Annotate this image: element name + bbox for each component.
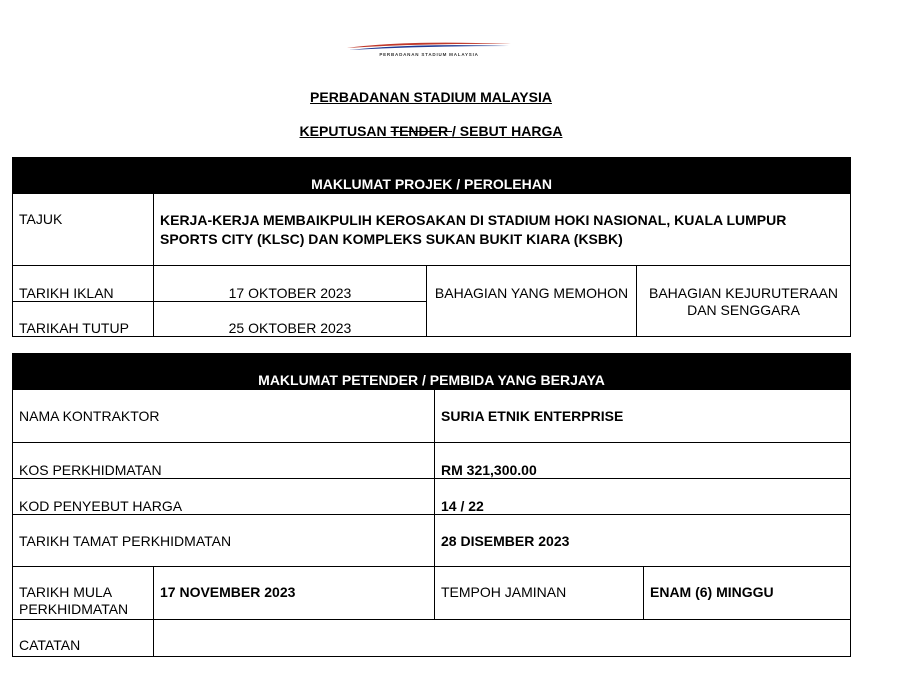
catatan-label: CATATAN [13,620,154,657]
tarikh-iklan-row [13,266,851,302]
mula-row [13,567,851,620]
tajuk-label: TAJUK [13,194,154,266]
page-subtitle [0,123,862,139]
project-section-header [13,158,851,194]
tempoh-value: ENAM (6) MINGGU [644,567,851,620]
tarikh-tutup-value: 25 OKTOBER 2023 [154,302,427,337]
bahagian-label: BAHAGIAN YANG MEMOHON [427,266,637,337]
kod-value: 14 / 22 [435,479,851,515]
kontraktor-value: SURIA ETNIK ENTERPRISE [435,390,851,443]
subtitle-sebut-harga: / SEBUT HARGA [452,123,563,139]
tamat-value: 28 DISEMBER 2023 [435,515,851,567]
bahagian-value: BAHAGIAN KEJURUTERAAN DAN SENGGARA [637,266,851,337]
tarikh-iklan-label: TARIKH IKLAN [13,266,154,302]
logo-swoosh-icon [345,38,513,52]
kod-row [13,479,851,515]
winner-section-title: MAKLUMAT PETENDER / PEMBIDA YANG BERJAYA [13,354,851,390]
kod-label: KOD PENYEBUT HARGA [13,479,435,515]
mula-value: 17 NOVEMBER 2023 [154,567,435,620]
tarikh-tutup-label: TARIKAH TUTUP [13,302,154,337]
kontraktor-label: NAMA KONTRAKTOR [13,390,435,443]
catatan-value [154,620,851,657]
winner-info-table [12,353,851,657]
kos-value: RM 321,300.00 [435,443,851,479]
tempoh-label: TEMPOH JAMINAN [435,567,644,620]
kontraktor-row [13,390,851,443]
catatan-row [13,620,851,657]
subtitle-keputusan: KEPUTUSAN [299,123,391,139]
project-section-title: MAKLUMAT PROJEK / PEROLEHAN [13,158,851,194]
tajuk-row [13,194,851,266]
page-title: PERBADANAN STADIUM MALAYSIA [310,89,552,105]
winner-section-header [13,354,851,390]
subtitle-tender-struck: TENDER [390,123,452,139]
logo-text: PERBADANAN STADIUM MALAYSIA [379,52,479,57]
logo [345,38,513,60]
tajuk-value: KERJA-KERJA MEMBAIKPULIH KEROSAKAN DI STADIUM HOKI NASIONAL, KUALA LUMPUR SPORTS CITY (KLSC) DAN KOMPLEKS SUKAN BUKIT KIARA (KSBK) [154,194,851,266]
kos-label: KOS PERKHIDMATAN [13,443,435,479]
mula-label: TARIKH MULA PERKHIDMATAN [13,567,154,620]
tamat-label: TARIKH TAMAT PERKHIDMATAN [13,515,435,567]
project-info-table [12,157,851,337]
tamat-row [13,515,851,567]
tarikh-iklan-value: 17 OKTOBER 2023 [154,266,427,302]
kos-row [13,443,851,479]
